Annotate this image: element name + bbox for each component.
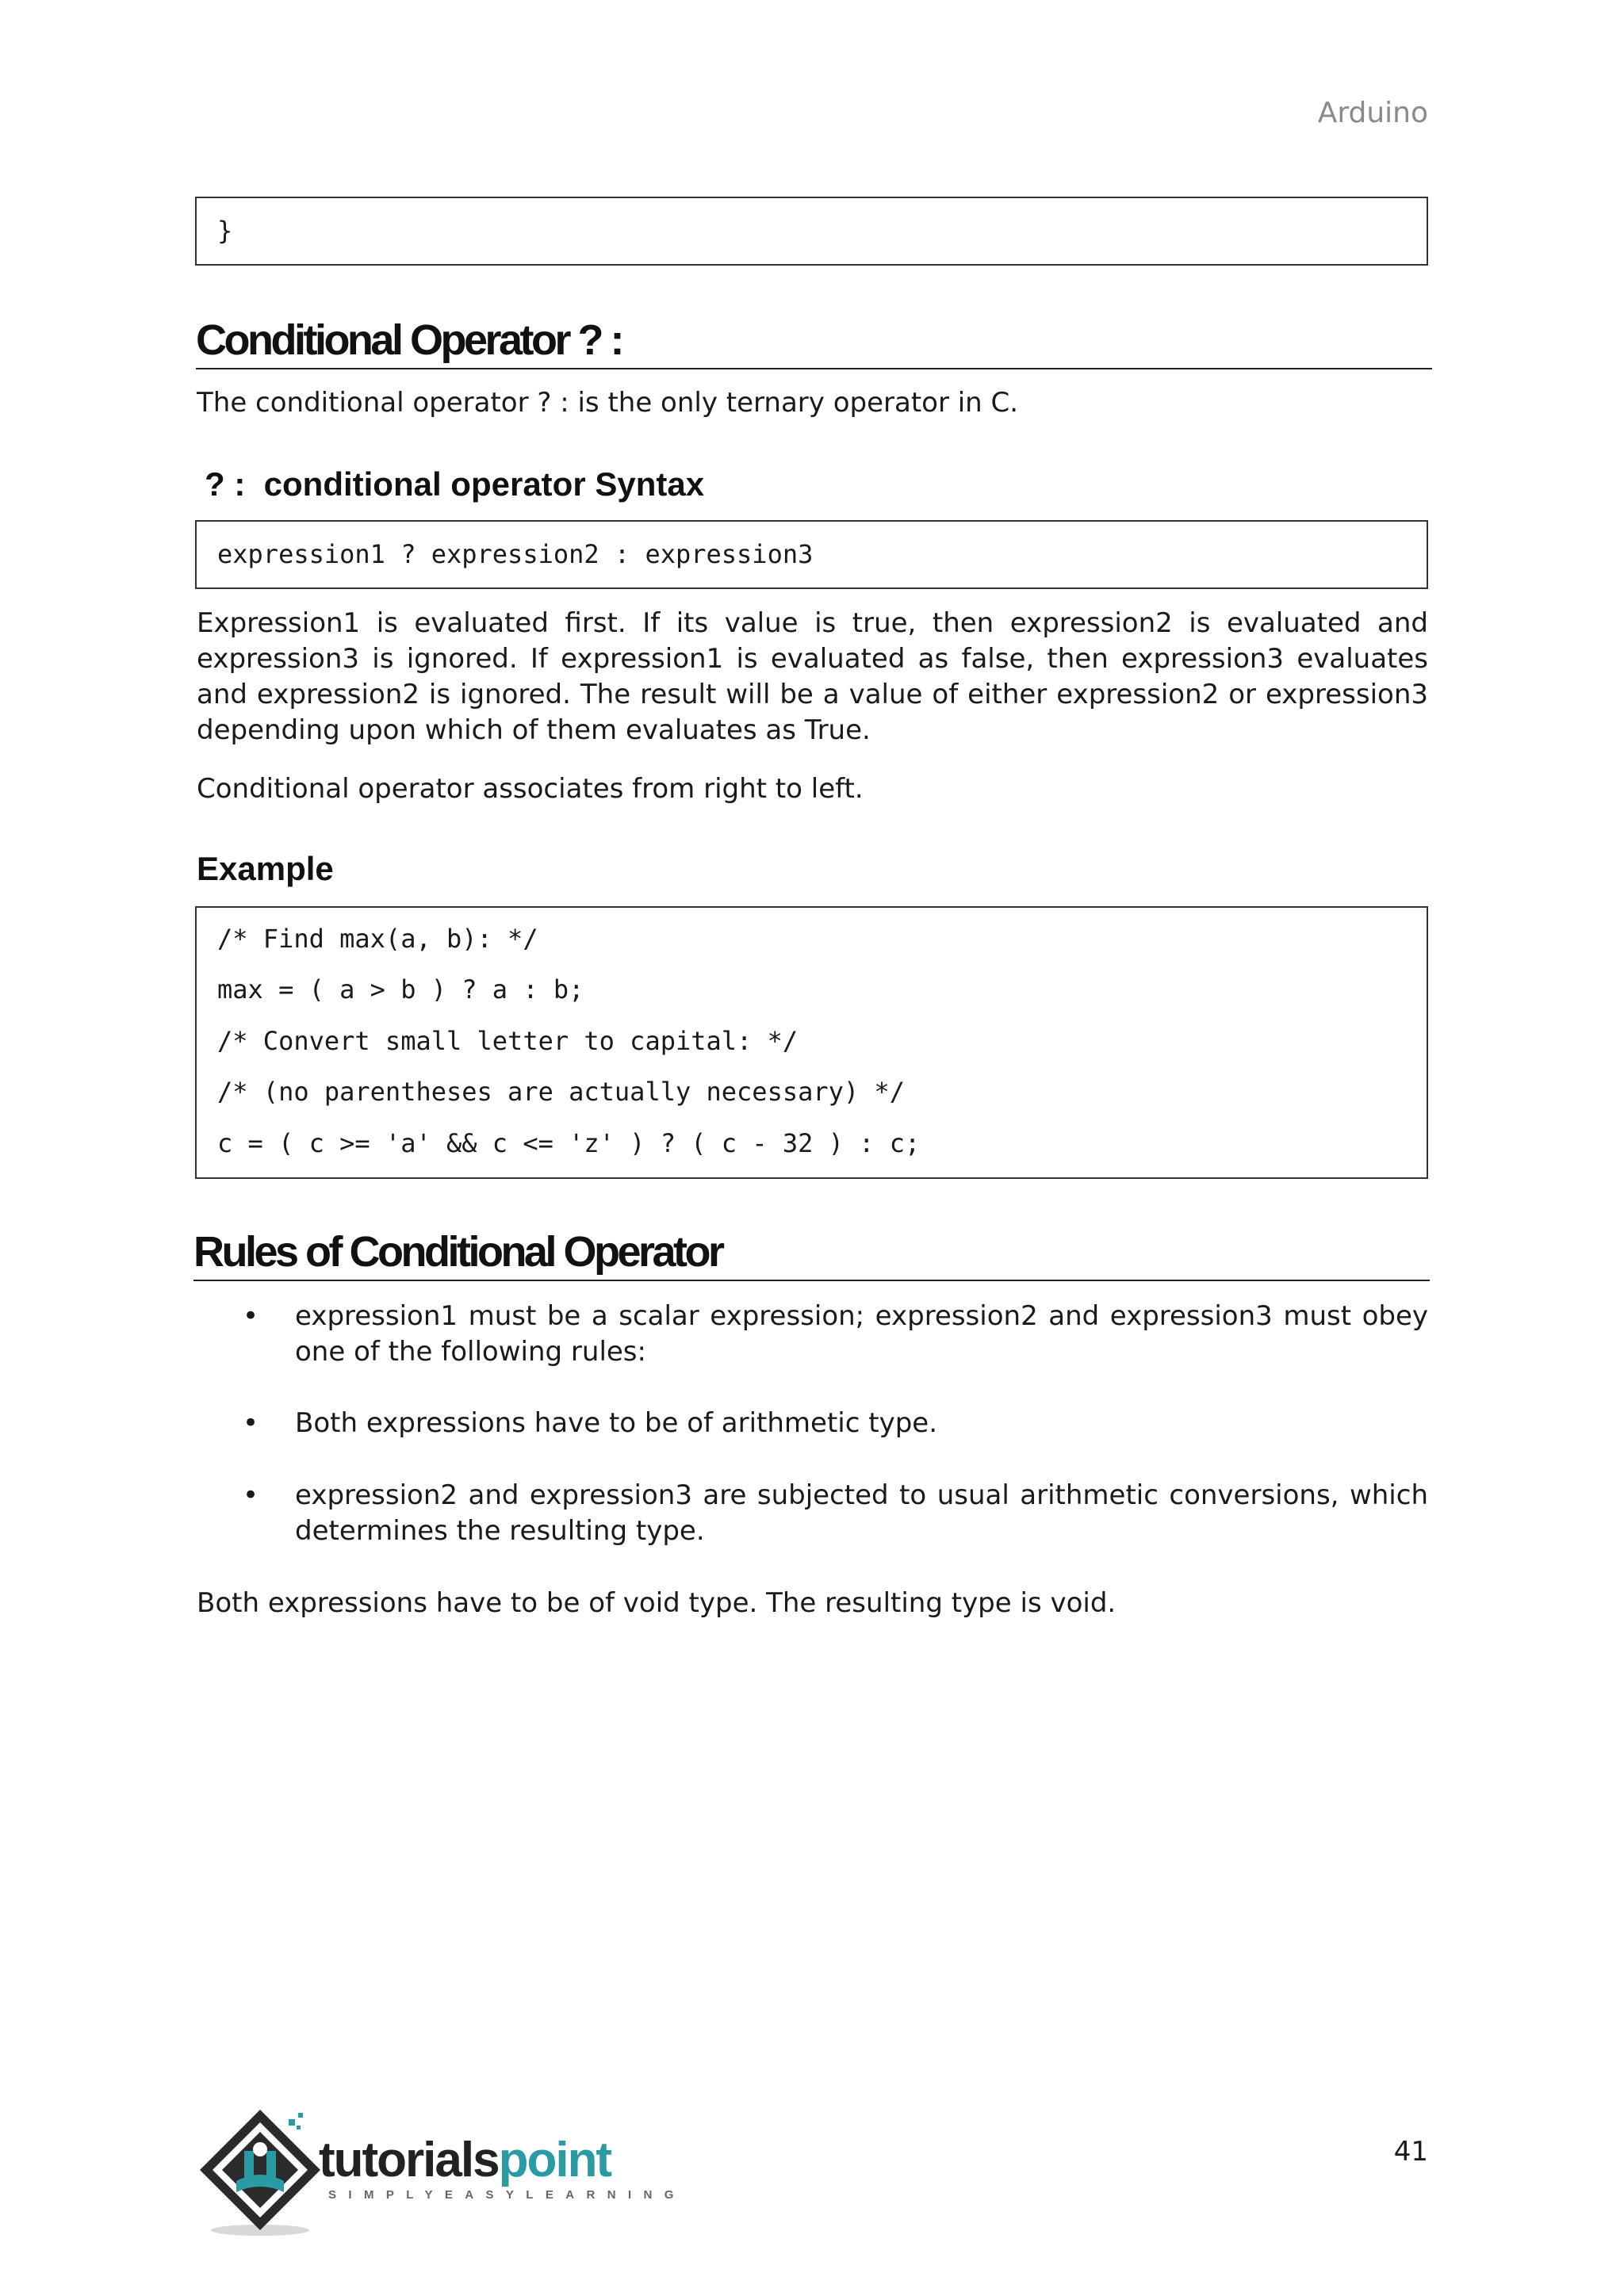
- section-heading-conditional-operator: Conditional Operator ? :: [196, 319, 1432, 369]
- closing-paragraph: Both expressions have to be of void type. The resulting type is void.: [197, 1587, 1116, 1619]
- rule-item: Both expressions have to be of arithmetic type.: [295, 1407, 938, 1439]
- code-line: c = ( c >= 'a' && c <= 'z' ) ? ( c - 32 ) : c;: [217, 1128, 921, 1158]
- code-line: /* Convert small letter to capital: */: [217, 1026, 799, 1056]
- tutorialspoint-logo: [195, 2105, 686, 2240]
- logo-diamond-icon: [195, 2105, 330, 2240]
- section-heading-rules: Rules of Conditional Operator: [193, 1230, 1430, 1281]
- code-block-continuation: [195, 197, 1428, 266]
- description-paragraph: Expression1 is evaluated first. If its value is true, then expression2 is evaluated and expression3 is ignored. If expression1 is evaluated as false, then expression3 evaluates and expression2 is ignored. The result will be a value of either expression2 or expression3 depending upon which of them evaluates as True.: [197, 607, 1428, 746]
- rule-item: expression2 and expression3 are subjected to usual arithmetic conversions, which determines the resulting type.: [295, 1479, 1428, 1547]
- example-heading: Example: [197, 850, 334, 887]
- code-line: }: [217, 216, 233, 246]
- running-header: Arduino: [1317, 97, 1428, 129]
- logo-tagline: SIMPLYEASYLEARNING: [328, 2188, 686, 2202]
- rule-item: expression1 must be a scalar expression; expression2 and expression3 must obey one of the following rules:: [295, 1300, 1428, 1368]
- associativity-paragraph: Conditional operator associates from right to left.: [197, 773, 864, 805]
- example-code-block: [195, 906, 1428, 1179]
- logo-wordmark: tutorialspoint: [319, 2133, 611, 2187]
- code-line: expression1 ? expression2 : expression3: [217, 539, 814, 569]
- bullet-marker: •: [243, 1300, 259, 1332]
- code-line: max = ( a > b ) ? a : b;: [217, 974, 584, 1004]
- code-line: /* (no parentheses are actually necessary) */: [217, 1077, 905, 1107]
- code-line: /* Find max(a, b): */: [217, 924, 538, 954]
- syntax-heading: ? : conditional operator Syntax: [205, 465, 705, 503]
- page-number: 41: [1393, 2136, 1428, 2168]
- syntax-code-block: [195, 520, 1428, 589]
- bullet-marker: •: [243, 1479, 259, 1511]
- intro-paragraph: The conditional operator ? : is the only ternary operator in C.: [197, 387, 1019, 419]
- bullet-marker: •: [243, 1407, 259, 1439]
